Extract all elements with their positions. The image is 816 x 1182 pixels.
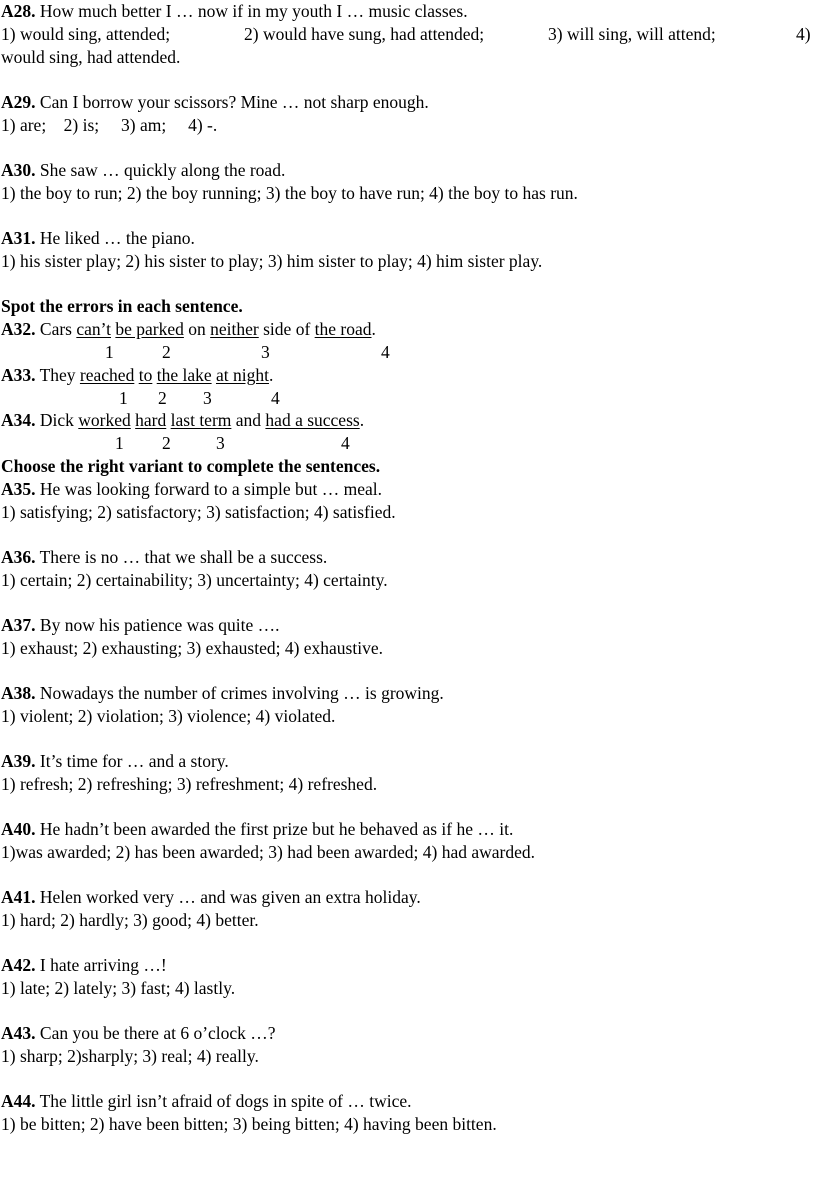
sentence-text: and xyxy=(231,410,266,430)
question-options: 1) satisfying; 2) satisfactory; 3) satisfaction; 4) satisfied. xyxy=(1,502,396,522)
question-text: By now his patience was quite …. xyxy=(35,615,280,635)
error-number-3: 3 xyxy=(216,433,225,453)
question-options: 1) sharp; 2)sharply; 3) real; 4) really. xyxy=(1,1046,259,1066)
question-number: A42. xyxy=(1,955,36,975)
question-a41 xyxy=(1,886,421,909)
error-number-1: 1 xyxy=(115,433,124,453)
question-number: A41. xyxy=(1,887,36,907)
error-number-1: 1 xyxy=(119,388,128,408)
question-number: A36. xyxy=(1,547,36,567)
question-options: 1) late; 2) lately; 3) fast; 4) lastly. xyxy=(1,978,236,998)
question-number: A38. xyxy=(1,683,36,703)
question-number: A35. xyxy=(1,479,36,499)
option-2: 2) would have sung, had attended; xyxy=(244,24,485,44)
option-4-text: would sing, had attended. xyxy=(1,47,181,67)
question-options: 1) be bitten; 2) have been bitten; 3) being bitten; 4) having been bitten. xyxy=(1,1114,497,1134)
question-a30 xyxy=(1,159,285,182)
question-a40 xyxy=(1,818,513,841)
question-number: A31. xyxy=(1,228,36,248)
question-number: A33. xyxy=(1,365,36,385)
error-segment-2: hard xyxy=(135,410,167,430)
question-a36 xyxy=(1,546,327,569)
error-segment-4: had a success xyxy=(265,410,360,430)
sentence-text: They xyxy=(39,365,80,385)
question-text: Can you be there at 6 o’clock …? xyxy=(35,1023,276,1043)
question-text: He hadn’t been awarded the first prize but he behaved as if he … it. xyxy=(35,819,514,839)
question-number: A40. xyxy=(1,819,36,839)
question-text: There is no … that we shall be a success. xyxy=(35,547,328,567)
question-number: A44. xyxy=(1,1091,36,1111)
question-a33 xyxy=(1,364,273,387)
question-a42 xyxy=(1,954,167,977)
error-segment-4: at night xyxy=(215,365,269,385)
question-text: How much better I … now if in my youth I … music classes. xyxy=(35,1,468,21)
question-number: A34. xyxy=(1,410,36,430)
question-text: Can I borrow your scissors? Mine … not sharp enough. xyxy=(35,92,429,112)
question-options: 1) hard; 2) hardly; 3) good; 4) better. xyxy=(1,910,259,930)
question-options: 1) exhaust; 2) exhausting; 3) exhausted; 4) exhaustive. xyxy=(1,638,383,658)
error-segment-3: neither xyxy=(210,319,259,339)
sentence-text: . xyxy=(371,319,376,339)
error-segment-3: last term xyxy=(170,410,232,430)
question-text: He liked … the piano. xyxy=(35,228,195,248)
question-a39 xyxy=(1,750,229,773)
error-segment-2: be parked xyxy=(115,319,184,339)
question-a37 xyxy=(1,614,280,637)
error-number-2: 2 xyxy=(162,342,171,362)
error-segment-4: the road xyxy=(314,319,372,339)
sentence-text: . xyxy=(359,410,365,430)
question-text: Nowadays the number of crimes involving … is growing. xyxy=(35,683,444,703)
question-options: 1)was awarded; 2) has been awarded; 3) had been awarded; 4) had awarded. xyxy=(1,842,535,862)
question-options: 1) refresh; 2) refreshing; 3) refreshment; 4) refreshed. xyxy=(1,774,378,794)
error-segment-3: the lake xyxy=(156,365,212,385)
sentence-text: Cars xyxy=(39,319,77,339)
section-heading-variants: Choose the right variant to complete the sentences. xyxy=(1,456,381,476)
question-number: A28. xyxy=(1,1,36,21)
question-text: She saw … quickly along the road. xyxy=(35,160,286,180)
question-a29 xyxy=(1,91,429,114)
question-text: It’s time for … and a story. xyxy=(35,751,229,771)
question-a44 xyxy=(1,1090,412,1113)
question-options: 1) his sister play; 2) his sister to play; 3) him sister to play; 4) him sister play. xyxy=(1,251,543,271)
question-number: A43. xyxy=(1,1023,36,1043)
error-number-3: 3 xyxy=(261,342,270,362)
sentence-text: Dick xyxy=(39,410,79,430)
error-segment-1: worked xyxy=(78,410,131,430)
error-segment-1: reached xyxy=(79,365,135,385)
sentence-text: . xyxy=(268,365,274,385)
question-number: A37. xyxy=(1,615,36,635)
question-text: He was looking forward to a simple but … meal. xyxy=(35,479,383,499)
question-number: A39. xyxy=(1,751,36,771)
option-1: 1) would sing, attended; xyxy=(1,24,171,44)
question-a28 xyxy=(1,0,468,23)
error-number-1: 1 xyxy=(105,342,114,362)
question-text: I hate arriving …! xyxy=(35,955,167,975)
question-text: The little girl isn’t afraid of dogs in spite of … twice. xyxy=(35,1091,412,1111)
sentence-text: side of xyxy=(258,319,315,339)
question-a38 xyxy=(1,682,444,705)
question-a43 xyxy=(1,1022,276,1045)
error-segment-2: to xyxy=(138,365,153,385)
sentence-text: on xyxy=(183,319,211,339)
question-a32 xyxy=(1,318,376,341)
question-options: 1) are; 2) is; 3) am; 4) -. xyxy=(1,115,218,135)
error-number-2: 2 xyxy=(158,388,167,408)
error-segment-1: can’t xyxy=(76,319,112,339)
question-number: A30. xyxy=(1,160,36,180)
error-number-4: 4 xyxy=(271,388,280,408)
question-options: 1) the boy to run; 2) the boy running; 3) the boy to have run; 4) the boy to has run. xyxy=(1,183,578,203)
question-number: A32. xyxy=(1,319,36,339)
error-number-3: 3 xyxy=(203,388,212,408)
option-3: 3) will sing, will attend; xyxy=(548,24,716,44)
question-a34 xyxy=(1,409,364,432)
question-number: A29. xyxy=(1,92,36,112)
option-4-number: 4) xyxy=(796,24,811,44)
question-a31 xyxy=(1,227,195,250)
section-heading-errors: Spot the errors in each sentence. xyxy=(1,296,243,316)
question-options: 1) certain; 2) certainability; 3) uncertainty; 4) certainty. xyxy=(1,570,388,590)
question-options: 1) violent; 2) violation; 3) violence; 4) violated. xyxy=(1,706,336,726)
error-number-4: 4 xyxy=(341,433,350,453)
error-number-2: 2 xyxy=(162,433,171,453)
question-a35 xyxy=(1,478,382,501)
question-text: Helen worked very … and was given an extra holiday. xyxy=(35,887,421,907)
error-number-4: 4 xyxy=(381,342,390,362)
